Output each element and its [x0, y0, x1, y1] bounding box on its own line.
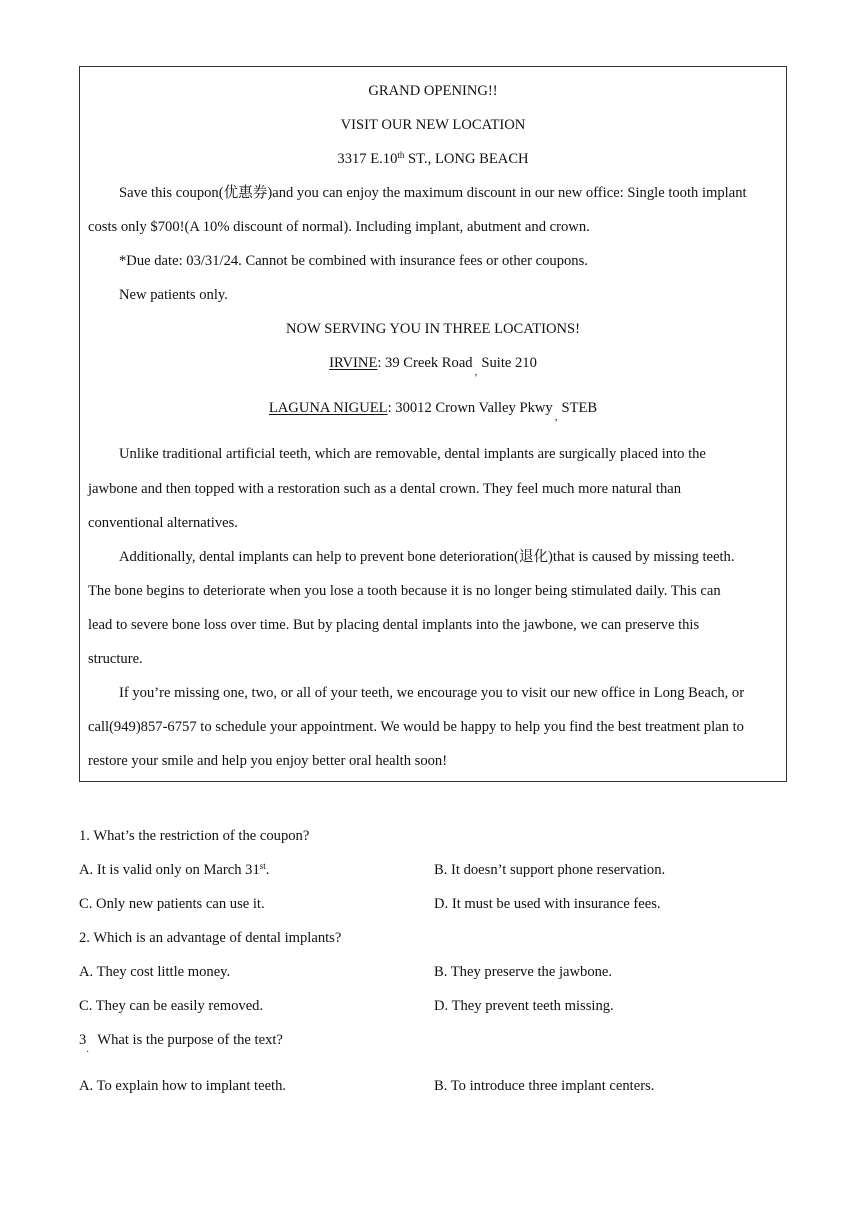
paragraph-2-line2: The bone begins to deteriorate when you lose a tooth because it is no longer being stimulated daily. This can: [88, 583, 721, 599]
question-3-option-a: A. To explain how to implant teeth.: [79, 1078, 287, 1094]
paragraph-2-line1: Additionally, dental implants can help to prevent bone deterioration(退化)that is caused by missing teeth.: [119, 549, 735, 565]
location-laguna-niguel: LAGUNA NIGUEL: 30012 Crown Valley Pkwy$_,$STEB: [268, 400, 598, 423]
location-name-irvine: IRVINE: [329, 355, 378, 371]
question-1-option-b: B. It doesn’t support phone reservation.: [434, 862, 666, 878]
ad-subtitle: VISIT OUR NEW LOCATION: [340, 117, 526, 133]
question-1-option-d: D. It must be used with insurance fees.: [434, 896, 661, 912]
paragraph-1-line2: jawbone and then topped with a restoration such as a dental crown. They feel much more natural than: [88, 481, 682, 497]
question-3-option-b: B. To introduce three implant centers.: [434, 1078, 655, 1094]
location-irvine: IRVINE: 39 Creek Road$_,$Suite 210: [329, 355, 537, 378]
new-patients-note: New patients only.: [119, 287, 228, 303]
paragraph-2-line3: lead to severe bone loss over time. But by placing dental implants into the jawbone, we can preserve this: [88, 617, 700, 633]
coupon-due-date: *Due date: 03/31/24. Cannot be combined with insurance fees or other coupons.: [119, 253, 588, 269]
question-3-stem: 3 What is the purpose of the text?: [79, 1032, 283, 1048]
ad-title: GRAND OPENING!!: [368, 83, 498, 99]
paragraph-3-line2: call(949)857-6757 to schedule your appointment. We would be happy to help you find the best treatment plan to: [88, 719, 744, 735]
location-name-laguna-niguel: LAGUNA NIGUEL: [268, 400, 388, 416]
paragraph-1-line1: Unlike traditional artificial teeth, which are removable, dental implants are surgically placed into the: [119, 446, 706, 462]
question-2-option-b: B. They preserve the jawbone.: [434, 964, 613, 980]
coupon-text-line1: Save this coupon(优惠券)and you can enjoy the maximum discount in our new office: Single tooth implant: [119, 185, 747, 201]
question-3-number: 3: [79, 1032, 87, 1048]
question-2-option-d: D. They prevent teeth missing.: [434, 998, 614, 1014]
question-1-option-a: A. It is valid only on March 31st.: [79, 861, 270, 878]
paragraph-1-line3: conventional alternatives.: [88, 515, 238, 531]
question-3-dot: ·: [86, 1047, 90, 1058]
ad-address: 3317 E.10th ST., LONG BEACH: [337, 150, 529, 167]
serving-heading: NOW SERVING YOU IN THREE LOCATIONS!: [285, 321, 581, 337]
question-1-option-c: C. Only new patients can use it.: [79, 896, 265, 912]
advertisement-box: [79, 66, 787, 782]
paragraph-3-line3: restore your smile and help you enjoy better oral health soon!: [88, 753, 448, 769]
question-2-option-a: A. They cost little money.: [79, 964, 231, 980]
question-2-stem: 2. Which is an advantage of dental implants?: [79, 930, 342, 946]
paragraph-2-line4: structure.: [88, 651, 143, 667]
question-2-option-c: C. They can be easily removed.: [79, 998, 264, 1014]
paragraph-3-line1: If you’re missing one, two, or all of your teeth, we encourage you to visit our new office in Long Beach, or: [119, 685, 745, 701]
question-1-stem: 1. What’s the restriction of the coupon?: [79, 828, 310, 844]
coupon-text-line2: costs only $700!(A 10% discount of normal). Including implant, abutment and crown.: [88, 219, 590, 235]
